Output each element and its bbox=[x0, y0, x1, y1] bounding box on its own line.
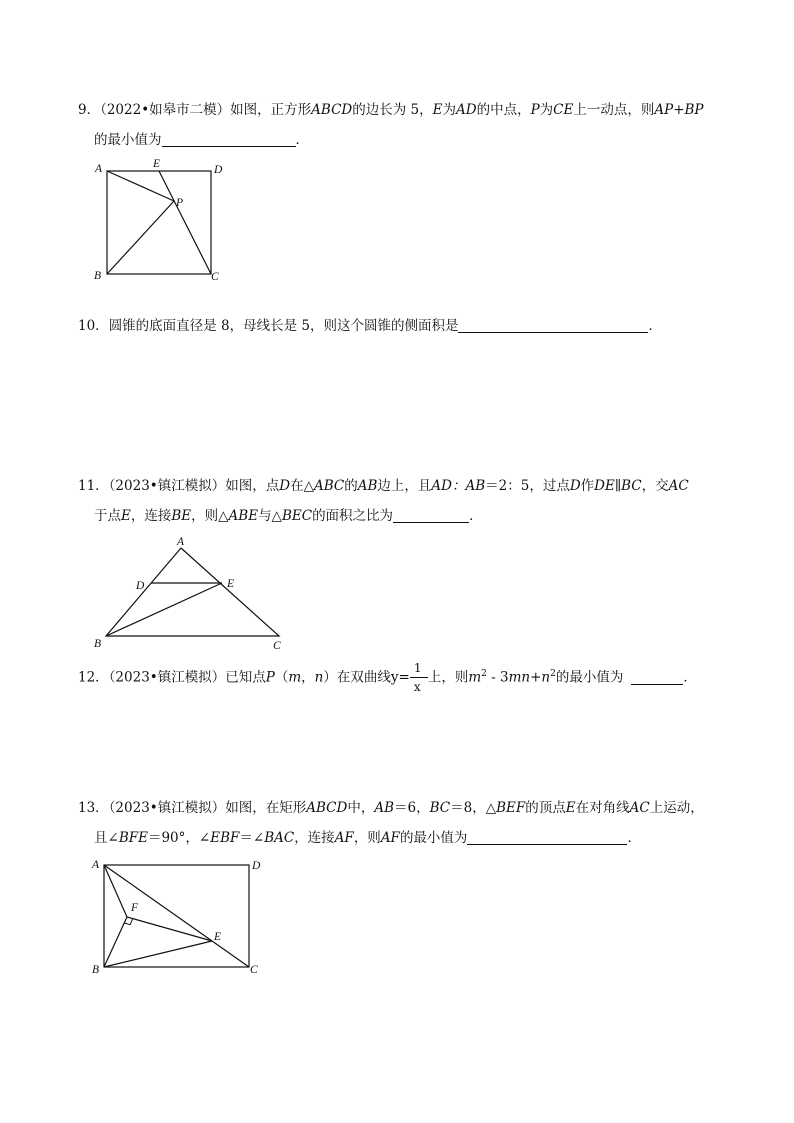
question-10 bbox=[78, 317, 662, 335]
q11-var: E bbox=[121, 508, 131, 524]
q9-label-b: B bbox=[94, 270, 102, 282]
q11-text: 作 bbox=[580, 478, 595, 494]
q12-var: n bbox=[314, 669, 324, 686]
q11-text: 与△ bbox=[258, 508, 282, 524]
q13-text: ＝90°，∠ bbox=[147, 830, 211, 846]
q13-figure bbox=[90, 855, 270, 980]
q12-text: 的最小值为 bbox=[555, 669, 624, 686]
q13-var: AC bbox=[629, 800, 650, 816]
q11-text: 在△ bbox=[290, 478, 314, 494]
q12-exponent: 2 bbox=[550, 669, 556, 679]
q11-figure bbox=[90, 535, 300, 655]
q11-var: AB bbox=[357, 478, 378, 494]
q9-source: （2022•如皋市二模） bbox=[100, 102, 231, 118]
q12-equation-lhs: y= bbox=[390, 669, 410, 686]
q9-label-c: C bbox=[211, 271, 219, 283]
q13-answer-blank[interactable] bbox=[467, 830, 627, 845]
q12-text: （ bbox=[274, 669, 289, 686]
q13-var: ABCD bbox=[306, 800, 348, 816]
q11-text: ，交 bbox=[641, 478, 669, 494]
question-13 bbox=[78, 799, 704, 846]
q13-text: ＝6， bbox=[394, 800, 430, 816]
q13-text: ＝8，△ bbox=[450, 800, 497, 816]
q13-var: BEF bbox=[496, 800, 526, 816]
q11-var: AD：AB bbox=[431, 478, 486, 494]
q11-var: ABE bbox=[228, 508, 259, 524]
q11-text: 如图，点 bbox=[225, 478, 280, 494]
q13-label-a: A bbox=[92, 859, 100, 871]
q13-label-c: C bbox=[250, 964, 258, 976]
q13-label-b: B bbox=[92, 964, 100, 976]
q12-text: 上，则 bbox=[427, 669, 469, 686]
q11-text: ＝2：5，过点 bbox=[485, 478, 570, 494]
q9-var: AP+BP bbox=[654, 102, 704, 118]
q11-var: BEC bbox=[281, 508, 313, 524]
q12-text: ， bbox=[301, 669, 315, 686]
q13-var: AF bbox=[380, 830, 400, 846]
q9-var: AD bbox=[456, 102, 477, 118]
q12-exponent: 2 bbox=[481, 669, 487, 679]
q12-number: 12． bbox=[78, 669, 109, 686]
q11-var: ABC bbox=[313, 478, 345, 494]
q13-text: 的顶点 bbox=[525, 800, 566, 816]
q11-number: 11． bbox=[78, 478, 109, 494]
q12-text: 已知点 bbox=[225, 669, 266, 686]
q13-var: AF bbox=[334, 830, 354, 846]
q12-var: P bbox=[265, 669, 275, 686]
q11-var: AC bbox=[668, 478, 689, 494]
q11-label-e: E bbox=[227, 578, 235, 590]
q11-text: 于点 bbox=[94, 508, 121, 524]
q9-figure bbox=[90, 155, 240, 285]
q13-label-f: F bbox=[131, 902, 139, 914]
q11-label-c: C bbox=[273, 640, 281, 652]
q12-text: + bbox=[530, 669, 542, 686]
q12-var: m bbox=[288, 669, 302, 686]
q9-answer-blank[interactable] bbox=[162, 132, 296, 147]
q13-text: ，连接 bbox=[294, 830, 335, 846]
q9-label-e: E bbox=[153, 158, 161, 170]
q11-text: 的面积之比为 bbox=[312, 508, 394, 524]
q11-var: D bbox=[279, 478, 291, 494]
q12-var: m bbox=[468, 669, 482, 686]
q11-var: BE bbox=[171, 508, 192, 524]
q9-square bbox=[107, 171, 211, 274]
q9-segment-bp bbox=[107, 201, 174, 274]
q11-period: ． bbox=[469, 508, 483, 524]
q13-text: 在对角线 bbox=[575, 800, 630, 816]
q13-label-e: E bbox=[214, 931, 222, 943]
q11-line2 bbox=[94, 507, 483, 525]
q11-segment-be bbox=[106, 583, 222, 636]
q13-var: E bbox=[565, 800, 576, 816]
question-9 bbox=[78, 101, 704, 148]
q13-text: 的最小值为 bbox=[399, 830, 468, 846]
q13-segment-be bbox=[104, 941, 212, 967]
q11-text: 的 bbox=[344, 478, 358, 494]
q13-text: ＝∠ bbox=[239, 830, 265, 846]
question-11 bbox=[78, 477, 689, 524]
q12-period: ． bbox=[683, 669, 697, 686]
q13-text: ，则 bbox=[353, 830, 381, 846]
q12-fraction bbox=[410, 660, 428, 694]
q9-var: CE bbox=[553, 102, 574, 118]
q13-var: BFE bbox=[118, 830, 148, 846]
q12-var: mn bbox=[508, 669, 531, 686]
q13-label-d: D bbox=[252, 860, 261, 872]
q11-text: 边上，且 bbox=[377, 478, 432, 494]
q10-period: ． bbox=[648, 318, 662, 334]
q9-var: E bbox=[432, 102, 443, 118]
q9-label-d: D bbox=[214, 164, 223, 176]
q9-segment-ce bbox=[159, 171, 211, 274]
q10-number: 10． bbox=[78, 318, 109, 334]
q9-line2 bbox=[94, 131, 309, 149]
q11-var: D bbox=[569, 478, 581, 494]
q13-source: （2023•镇江模拟） bbox=[108, 800, 226, 816]
q9-text: 的边长为 5， bbox=[352, 102, 433, 118]
q13-var: BC bbox=[429, 800, 451, 816]
q9-text: 为 bbox=[539, 102, 554, 118]
q11-text: ，连接 bbox=[130, 508, 172, 524]
q11-answer-blank[interactable] bbox=[393, 508, 469, 523]
q11-triangle bbox=[106, 548, 279, 636]
q13-period: ． bbox=[627, 830, 641, 846]
q12-source: （2023•镇江模拟） bbox=[108, 669, 226, 686]
q9-period: ． bbox=[295, 132, 309, 148]
q11-label-b: B bbox=[94, 638, 102, 650]
q10-text: 圆锥的底面直径是 8，母线长是 5，则这个圆锥的侧面积是 bbox=[108, 318, 459, 334]
q13-var: AB bbox=[374, 800, 395, 816]
q12-answer-blank[interactable] bbox=[631, 670, 683, 685]
q13-number: 13． bbox=[78, 800, 109, 816]
q11-label-a: A bbox=[177, 536, 185, 548]
q11-source: （2023•镇江模拟） bbox=[108, 478, 226, 494]
q13-text: 上运动， bbox=[649, 800, 704, 816]
q9-text: 的最小值为 bbox=[94, 132, 162, 148]
q12-var: n bbox=[541, 669, 551, 686]
q11-text: ，则△ bbox=[191, 508, 229, 524]
q11-var: DE∥BC bbox=[594, 478, 642, 494]
q12-fraction-denominator: x bbox=[413, 679, 421, 694]
q9-text: 上一动点，则 bbox=[573, 102, 655, 118]
q13-segment-bf bbox=[104, 917, 127, 967]
q12-text: ）在双曲线 bbox=[323, 669, 391, 686]
q9-segment-ap bbox=[107, 171, 174, 201]
q9-text: 为 bbox=[442, 102, 456, 118]
q12-text: - 3 bbox=[486, 669, 509, 686]
q9-number: 9． bbox=[78, 102, 101, 118]
q13-line2 bbox=[94, 829, 641, 847]
q9-label-a: A bbox=[95, 163, 103, 175]
q13-text: 且∠ bbox=[94, 830, 119, 846]
q9-text: 的中点， bbox=[476, 102, 531, 118]
q13-segment-fe bbox=[127, 917, 212, 941]
q10-answer-blank[interactable] bbox=[458, 318, 648, 333]
q13-text: 中， bbox=[347, 800, 375, 816]
q13-text: 如图，在矩形 bbox=[225, 800, 307, 816]
q13-var: BAC bbox=[264, 830, 295, 846]
question-12 bbox=[78, 660, 697, 694]
q9-label-p: P bbox=[176, 197, 184, 209]
q9-var: ABCD bbox=[311, 102, 353, 118]
q11-label-d: D bbox=[136, 580, 145, 592]
q13-var: EBF bbox=[210, 830, 240, 846]
q9-var: P bbox=[530, 102, 540, 118]
q9-text: 如图，正方形 bbox=[230, 102, 312, 118]
q13-diagonal-ac bbox=[104, 865, 249, 967]
q12-fraction-numerator: 1 bbox=[413, 660, 422, 675]
